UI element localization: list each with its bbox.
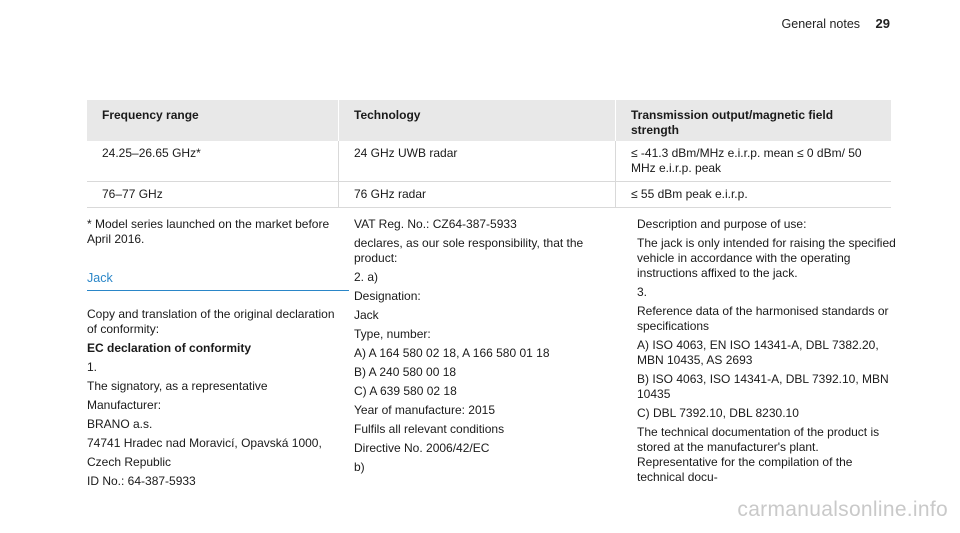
- text-line: ID No.: 64-387-5933: [87, 474, 196, 488]
- table-cell: 24.25–26.65 GHz*: [87, 141, 339, 182]
- section-title: General notes: [781, 17, 861, 31]
- text-line: BRANO a.s.: [87, 417, 153, 431]
- column-right: [637, 217, 899, 489]
- text-line: VAT Reg. No.: CZ64-387-5933: [354, 217, 517, 231]
- table-cell: 24 GHz UWB radar: [339, 141, 616, 182]
- text-line: Czech Republic: [87, 455, 172, 469]
- header-transmission-output: Transmission output/magnetic field strength: [616, 100, 892, 141]
- text-line: Description and purpose of use:: [637, 217, 807, 231]
- text-line: Reference data of the harmonised standards or specifications: [637, 304, 889, 333]
- text-line: Directive No. 2006/42/EC: [354, 441, 490, 455]
- text-line: The signatory, as a representative: [87, 379, 268, 393]
- text-line: Jack: [354, 308, 379, 322]
- text-line: Manufacturer:: [87, 398, 162, 412]
- table-row: [87, 182, 891, 208]
- text-line: Year of manufacture: 2015: [354, 403, 495, 417]
- text-line: B) ISO 4063, ISO 14341-A, DBL 7392.10, MBN 10435: [637, 372, 889, 401]
- header-frequency-range: Frequency range: [87, 100, 339, 141]
- text-line: C) A 639 580 02 18: [354, 384, 457, 398]
- text-line: Copy and translation of the original declaration of conformity:: [87, 307, 335, 336]
- text-line: 74741 Hradec nad Moravicí, Opavská 1000,: [87, 436, 322, 450]
- text-line: B) A 240 580 00 18: [354, 365, 457, 379]
- column-middle: [354, 217, 614, 479]
- text-line: C) DBL 7392.10, DBL 8230.10: [637, 406, 799, 420]
- text-line: Type, number:: [354, 327, 431, 341]
- frequency-table: [87, 100, 891, 208]
- page-header: [782, 16, 890, 32]
- table-cell: ≤ -41.3 dBm/MHz e.i.r.p. mean ≤ 0 dBm/ 50 MHz e.i.r.p. peak: [616, 141, 892, 182]
- table-header-row: [87, 100, 891, 141]
- page-number: 29: [875, 16, 890, 31]
- text-line: Designation:: [354, 289, 421, 303]
- text-line: 3.: [637, 285, 648, 299]
- header-technology: Technology: [339, 100, 616, 141]
- text-line: The jack is only intended for raising the specified vehicle in accordance with the operating instructions affixed to the jack.: [637, 236, 896, 280]
- table-cell: 76–77 GHz: [87, 182, 339, 208]
- text-line: 2. a): [354, 270, 379, 284]
- jack-heading: Jack: [87, 271, 349, 291]
- text-line: declares, as our sole responsibility, that the product:: [354, 236, 584, 265]
- table-row: [87, 141, 891, 182]
- text-line: 1.: [87, 360, 98, 374]
- column-left: [87, 217, 347, 493]
- text-line: Fulfils all relevant conditions: [354, 422, 505, 436]
- watermark: carmanualsonline.info: [737, 498, 948, 521]
- ec-declaration-heading: EC declaration of conformity: [87, 341, 252, 355]
- text-line: The technical documentation of the product is stored at the manufacturer's plant. Representative for the compilation of the technical docu-: [637, 425, 880, 484]
- footnote: * Model series launched on the market before April 2016.: [87, 217, 330, 246]
- text-line: b): [354, 460, 365, 474]
- table-cell: 76 GHz radar: [339, 182, 616, 208]
- text-line: A) A 164 580 02 18, A 166 580 01 18: [354, 346, 550, 360]
- table-cell: ≤ 55 dBm peak e.i.r.p.: [616, 182, 892, 208]
- text-line: A) ISO 4063, EN ISO 14341-A, DBL 7382.20, MBN 10435, AS 2693: [637, 338, 879, 367]
